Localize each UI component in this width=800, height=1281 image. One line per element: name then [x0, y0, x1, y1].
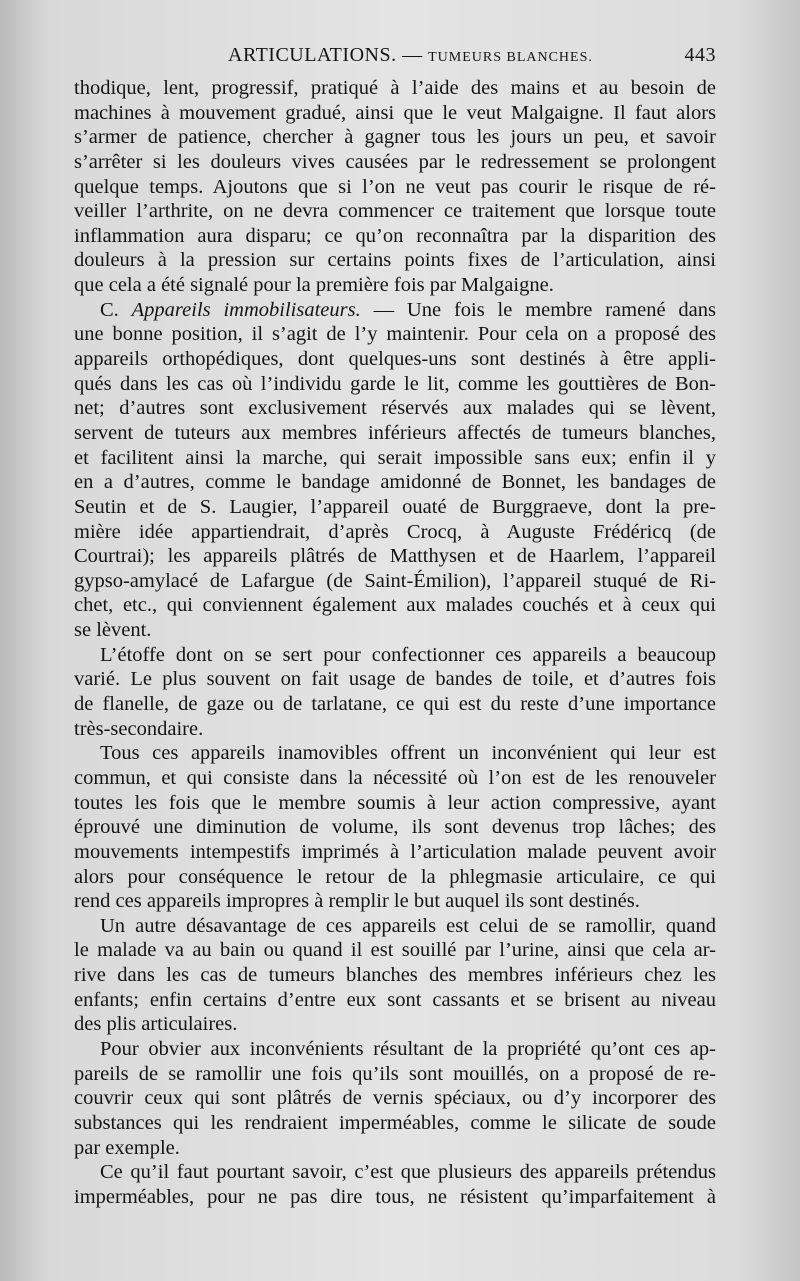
text-line: très-secondaire.: [74, 717, 204, 740]
text-line: gypso-amylacé de Lafargue (de Saint-Émilion), l’appareil stuqué de Ri-: [74, 569, 716, 592]
text-line: éprouvé une diminution de volume, ils sont devenus trop lâches; des: [74, 816, 716, 839]
line-text: — Une fois le membre ramené dans: [360, 298, 716, 321]
text-line: une bonne position, il s’agit de l’y maintenir. Pour cela on a proposé des: [74, 323, 716, 346]
text-line: servent de tuteurs aux membres inférieurs affectés de tumeurs blanches,: [74, 421, 716, 444]
text-line: imperméables, pour ne pas dire tous, ne résistent qu’imparfaitement à: [74, 1185, 716, 1208]
running-header: [228, 44, 716, 74]
text-line: chet, etc., qui conviennent également aux malades couchés et à ceux qui: [74, 594, 716, 617]
text-line: machines à mouvement gradué, ainsi que le veut Malgaigne. Il faut alors: [74, 101, 716, 124]
text-line: thodique, lent, progressif, pratiqué à l’aide des mains et au besoin de: [74, 77, 716, 99]
text-line: des plis articulaires.: [74, 1013, 238, 1036]
text-line: Ce qu’il faut pourtant savoir, c’est que plusieurs des appareils prétendus: [100, 1161, 716, 1184]
text-line: toutes les fois que le membre soumis à leur action compressive, ayant: [74, 791, 716, 814]
text-line: substances qui les rendraient imperméables, comme le silicate de soude: [74, 1111, 716, 1134]
text-line: par exemple.: [74, 1136, 180, 1159]
text-line: enfants; enfin certains d’entre eux sont cassants et se brisent au niveau: [74, 988, 716, 1011]
text-line: Pour obvier aux inconvénients résultant de la propriété qu’ont ces ap-: [100, 1037, 716, 1060]
text-line: douleurs à la pression sur certains points fixes de l’articulation, ainsi: [74, 249, 716, 272]
text-line: s’armer de patience, chercher à gagner tous les jours un peu, et savoir: [74, 126, 716, 149]
page-number: 443: [684, 44, 716, 66]
text-line: alors pour conséquence le retour de la phlegmasie articulaire, ce qui: [74, 865, 716, 888]
text-line: Courtrai); les appareils plâtrés de Matthysen et de Haarlem, l’appareil: [74, 545, 716, 568]
text-line: appareils orthopédiques, dont quelques-uns sont destinés à être appli-: [74, 348, 716, 371]
text-line: mouvements intempestifs imprimés à l’articulation malade peuvent avoir: [74, 840, 716, 863]
text-line: le malade va au bain ou quand il est souillé par l’urine, ainsi que cela ar-: [74, 939, 716, 962]
text-line: [74, 298, 716, 323]
text-line: Tous ces appareils inamovibles offrent un inconvénient qui leur est: [100, 742, 716, 765]
text-line: et facilitent ainsi la marche, qui serait impossible sans eux; enfin il y: [74, 446, 716, 469]
text-line: quelque temps. Ajoutons que si l’on ne veut pas courir le risque de ré-: [74, 175, 716, 198]
text-line: en a d’autres, comme le bandage amidonné de Bonnet, les bandages de: [74, 471, 716, 494]
text-line: de flanelle, de gaze ou de tarlatane, ce qui est du reste d’une importance: [74, 693, 716, 716]
text-line: rive dans les cas de tumeurs blanches des membres inférieurs chez les: [74, 964, 716, 987]
text-line: varié. Le plus souvent on fait usage de bandes de toile, et d’autres fois: [74, 668, 716, 691]
text-line: inflammation aura disparu; ce qu’on reconnaîtra par la disparition des: [74, 224, 716, 247]
text-line: veiller l’arthrite, on ne devra commencer ce traitement que lorsque toute: [74, 200, 716, 223]
running-title: ARTICULATIONS. — TUMEURS BLANCHES.: [228, 44, 593, 66]
text-line: commun, et qui consiste dans la nécessité où l’on est de les renouveler: [74, 766, 716, 789]
text-line: que cela a été signalé pour la première fois par Malgaigne.: [74, 274, 554, 297]
text-line: s’arrêter si les douleurs vives causées par le redressement se prolongent: [74, 150, 716, 173]
text-line: se lèvent.: [74, 619, 152, 642]
text-line: Un autre désavantage de ces appareils est celui de se ramollir, quand: [100, 914, 716, 937]
body-text: [74, 76, 716, 1209]
text-line: L’étoffe dont on se sert pour confectionner ces appareils a beaucoup: [100, 643, 716, 666]
section-heading: Appareils immobilisateurs.: [131, 298, 361, 321]
text-line: rend ces appareils impropres à remplir le but auquel ils sont destinés.: [74, 890, 640, 913]
text-line: qués dans les cas où l’individu garde le lit, comme les gouttières de Bon-: [74, 372, 716, 395]
text-line: couvrir ceux qui sont plâtrés de vernis spéciaux, ou d’y incorporer des: [74, 1087, 716, 1110]
section-letter: C.: [100, 298, 132, 321]
text-line: pareils de se ramollir une fois qu’ils sont mouillés, on a proposé de re-: [74, 1062, 716, 1085]
text-line: net; d’autres sont exclusivement réservés aux malades qui se lèvent,: [74, 397, 716, 420]
text-line: mière idée appartiendrait, d’après Crocq, à Auguste Frédéricq (de: [74, 520, 716, 543]
text-line: Seutin et de S. Laugier, l’appareil ouaté de Burggraeve, dont la pre-: [74, 495, 716, 518]
